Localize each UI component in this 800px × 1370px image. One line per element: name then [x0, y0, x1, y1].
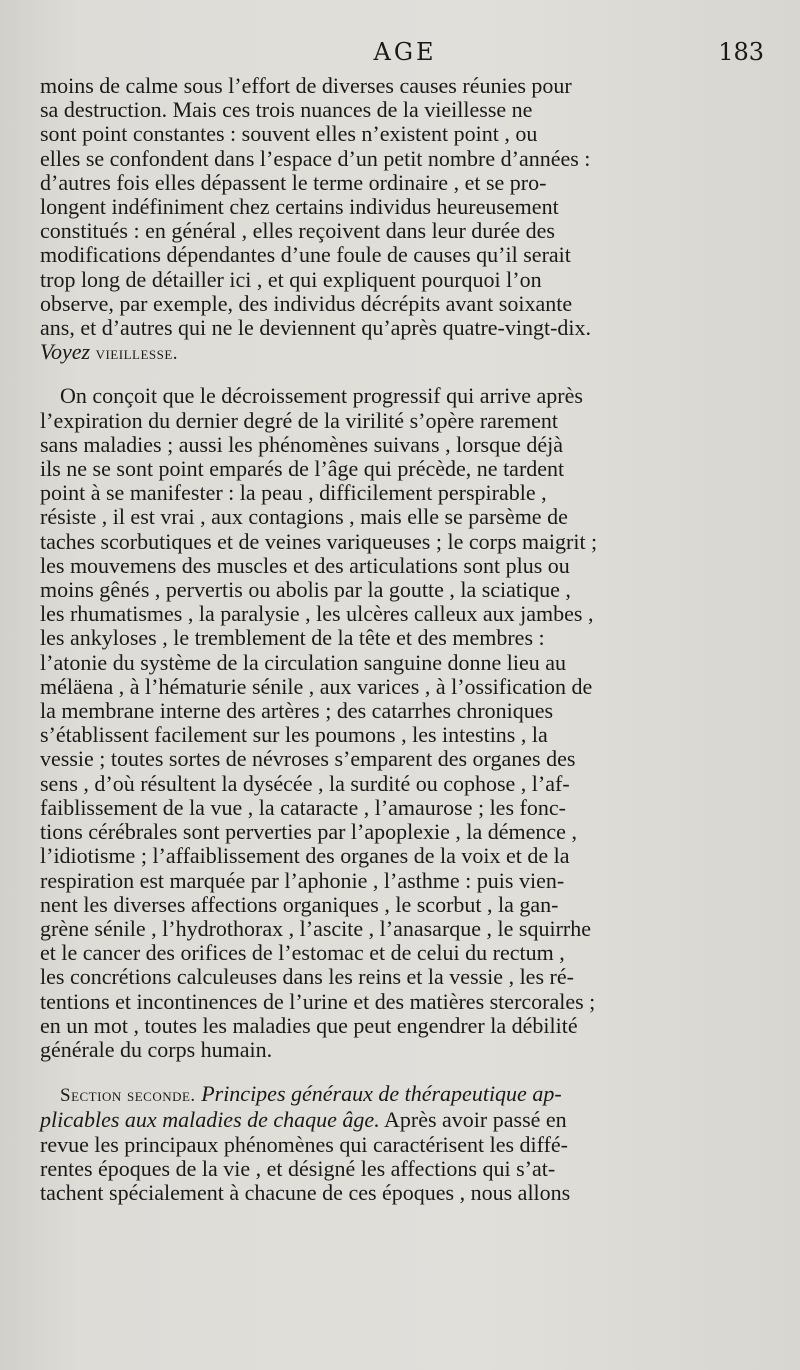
text-line: en un mot , toutes les maladies que peut engendrer la débilité — [40, 1012, 578, 1038]
text-line: méläena , à l’hématurie sénile , aux varices , à l’ossification de — [40, 673, 593, 699]
paragraph-decroissement — [40, 384, 770, 1062]
text-line: les mouvemens des muscles et des articulations sont plus ou — [40, 552, 570, 578]
text-line: la membrane interne des artères ; des catarrhes chroniques — [40, 698, 554, 724]
text-line: respiration est marquée par l’aphonie , l’asthme : puis vien- — [40, 867, 565, 893]
section-seconde — [40, 1082, 770, 1205]
text-line: l’expiration du dernier degré de la virilité s’opère rarement — [40, 407, 558, 433]
text-line: point à se manifester : la peau , difficilement perspirable , — [40, 480, 547, 506]
cross-reference — [40, 340, 770, 366]
text-line: observe, par exemple, des individus décrépits avant soixante — [40, 290, 573, 316]
text-line: nent les diverses affections organiques , le scorbut , la gan- — [40, 891, 559, 917]
text-line: d’autres fois elles dépassent le terme ordinaire , et se pro- — [40, 169, 547, 195]
text-line: et le cancer des orifices de l’estomac et de celui du rectum , — [40, 940, 565, 966]
section-heading-line — [40, 1082, 770, 1108]
text-line: modifications dépendantes d’une foule de causes qu’il serait — [40, 242, 571, 268]
text-line: les concrétions calculeuses dans les reins et la vessie , les ré- — [40, 964, 574, 990]
body-text — [40, 74, 770, 1205]
text-line: constitués : en général , elles reçoivent dans leur durée des — [40, 218, 555, 244]
text-line: elles se confondent dans l’espace d’un petit nombre d’années : — [40, 145, 591, 171]
running-title: AGE — [373, 38, 437, 66]
text-line: tachent spécialement à chacune de ces époques , nous allons — [40, 1179, 571, 1205]
text-line: les ankyloses , le tremblement de la tête et des membres : — [40, 625, 545, 651]
text-line: ils ne se sont point emparés de l’âge qui précède, ne tardent — [40, 456, 565, 482]
text-line: sont point constantes : souvent elles n’existent point , ou — [40, 121, 538, 147]
text-line: sans maladies ; aussi les phénomènes suivans , lorsque déjà — [40, 431, 564, 457]
text-line: tions cérébrales sont perverties par l’apoplexie , la démence , — [40, 819, 577, 845]
text-line: grène sénile , l’hydrothorax , l’ascite , l’anasarque , le squirrhe — [40, 915, 592, 941]
text-line: moins de calme sous l’effort de diverses causes réunies pour — [40, 73, 572, 98]
voyez-label: Voyez — [40, 339, 91, 365]
text-line: s’établissent facilement sur les poumons , les intestins , la — [40, 722, 548, 748]
text-line: résiste , il est vrai , aux contagions , mais elle se parsème de — [40, 504, 568, 530]
text-line: revue les principaux phénomènes qui caractérisent les diffé- — [40, 1131, 568, 1157]
section-title: Principes généraux de thérapeutique ap- — [201, 1081, 562, 1107]
text-line: faiblissement de la vue , la cataracte , l’amaurose ; les fonc- — [40, 794, 566, 820]
text-line: On conçoit que le décroissement progressif qui arrive après — [60, 383, 583, 409]
running-head — [40, 38, 770, 74]
text-line: longent indéfiniment chez certains individus heureusement — [40, 194, 559, 220]
cross-reference-term: vieillesse. — [95, 343, 179, 365]
text-line: sa destruction. Mais ces trois nuances de la vieillesse ne — [40, 97, 533, 123]
text-line: moins gênés , pervertis ou abolis par la goutte , la sciatique , — [40, 577, 571, 603]
section-title-cont: plicables aux maladies de chaque âge. — [40, 1107, 380, 1133]
paragraph-vieillesse-nuances — [40, 74, 770, 366]
text-line: l’idiotisme ; l’affaiblissement des organes de la voix et de la — [40, 843, 570, 869]
section-label: Section seconde. — [60, 1085, 196, 1107]
text-line: sens , d’où résultent la dysécée , la surdité ou cophose , l’af- — [40, 770, 570, 796]
page-number: 183 — [718, 38, 764, 66]
section-heading-line — [40, 1108, 770, 1132]
text-line: rentes époques de la vie , et désigné les affections qui s’at- — [40, 1155, 556, 1181]
text-line: les rhumatismes , la paralysie , les ulcères calleux aux jambes , — [40, 601, 594, 627]
text-line: taches scorbutiques et de veines variqueuses ; le corps maigrit ; — [40, 528, 598, 554]
text-line: trop long de détailler ici , et qui expliquent pourquoi l’on — [40, 266, 542, 292]
text-line: ans, et d’autres qui ne le deviennent qu’après quatre-vingt-dix. — [40, 315, 592, 341]
text-line: générale du corps humain. — [40, 1036, 273, 1062]
text-line: l’atonie du système de la circulation sanguine donne lieu au — [40, 649, 567, 675]
text-fragment: Après avoir passé en — [384, 1107, 567, 1133]
text-line: tentions et incontinences de l’urine et des matières stercorales ; — [40, 988, 596, 1014]
text-line: vessie ; toutes sortes de névroses s’emparent des organes des — [40, 746, 576, 772]
